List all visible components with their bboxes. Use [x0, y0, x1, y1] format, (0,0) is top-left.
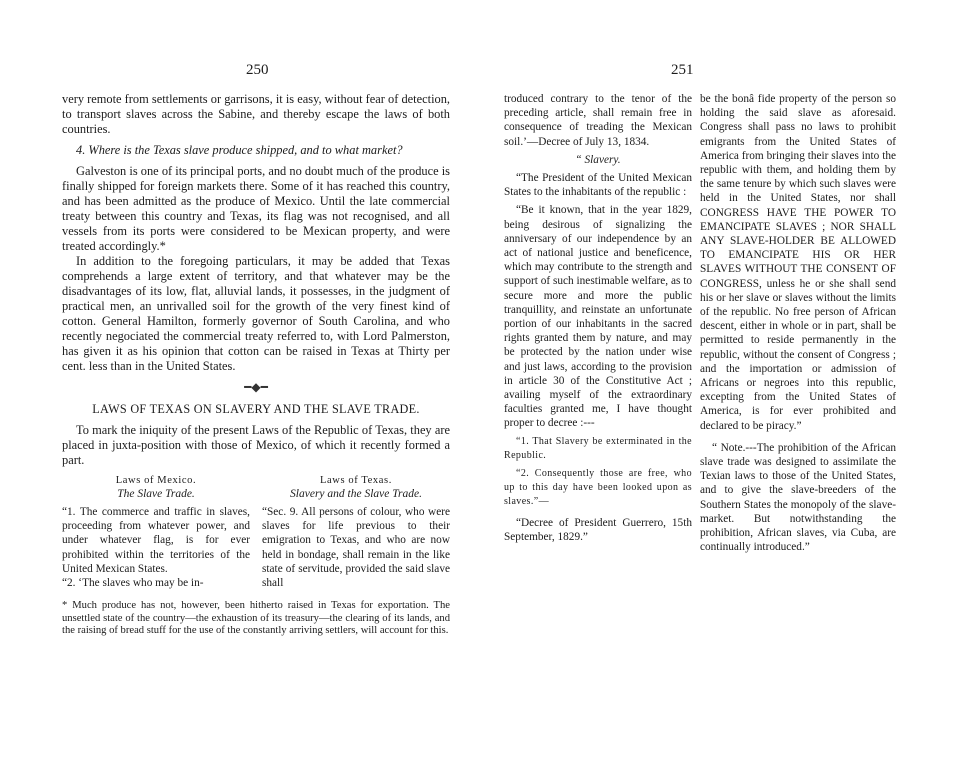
- texas-column-head: Laws of Texas.: [320, 475, 392, 486]
- mexico-decree-continued: troduced contrary to the tenor of the preceding article, shall remain free in consequence of treading the Mexican soil.’—Decree of July 13, 1834.: [504, 93, 692, 148]
- paragraph-iniquity: To mark the iniquity of the present Laws of the Republic of Texas, they are placed in juxta-position with those of Mexico, of which it recently formed a part.: [62, 423, 450, 467]
- texas-law-sec9: “Sec. 9. All persons of colour, who were slaves for life previous to their emigration to Texas, and who are now held in bondage, shall remain in the like state of servitude, provided the said slave shall: [262, 506, 450, 590]
- texas-law-continued: be the bonâ fide property of the person so holding the said slave as aforesaid. Congress shall pass no laws to prohibit emigrants from the United States of America from bringing their slaves into the republic with them, and holding them by the same tenure by which such slaves were held in the United States, nor shall CONGRESS HAVE THE POWER TO EMANCIPATE SLAVES ; NOR SHALL ANY SLAVE-HOLDER BE ALLOWED TO EMANCIPATE HIS OR HER SLAVES WITHOUT THE CONSENT OF CONGRESS, unless he or she shall send his or her slave or slaves without the limits of the republic. No free person of African descent, either in whole or in part, shall be permitted to reside permanently in the republic, without the consent of Congress ; and the importation or admission of Africans or negroes into this republic, excepting from the United States of America, is for ever prohibited and declared to be piracy.”: [700, 93, 896, 432]
- paragraph-1: very remote from settlements or garrisons, it is easy, without fear of detection, to transport slaves across the Sabine, and thereby escape the laws of both countries.: [62, 92, 450, 136]
- president-address: “The President of the United Mexican States to the inhabitants of the republic :: [504, 172, 692, 199]
- paragraph-galveston: Galveston is one of its principal ports, and no doubt much of the produce is finally shipped for foreign markets there. Some of it has reached this country, and has been admitted as the produce of Mexico. Until the late commercial treaty between this country and Texas, its flag was not recognised, and all vessels from its ports were considered to be Mexican property, and were treated accordingly.*: [62, 164, 450, 253]
- decree-article-2: “2. Consequently those are free, who up to this day have been looked upon as slaves.”—: [504, 468, 692, 508]
- laws-of-texas-column: [262, 474, 450, 590]
- section-heading: LAWS OF TEXAS ON SLAVERY AND THE SLAVE TRADE.: [92, 402, 420, 416]
- texas-column-subhead: Slavery and the Slave Trade.: [290, 488, 422, 500]
- decree-citation: “Decree of President Guerrero, 15th September, 1829.”: [504, 516, 692, 543]
- laws-comparison: [62, 474, 450, 590]
- page-number-left: 250: [246, 62, 269, 78]
- laws-of-mexico-column: [62, 474, 250, 590]
- mexico-law-1: “1. The commerce and traffic in slaves, proceeding from whatever power, and under whatever flag, is for ever prohibited within the territories of the United Mexican States.: [62, 506, 250, 575]
- mexico-law-2: “2. ‘The slaves who may be in-: [62, 577, 204, 590]
- slavery-heading: “ Slavery.: [575, 153, 621, 166]
- decree-article-1: “1. That Slavery be exterminated in the Republic.: [504, 435, 692, 461]
- footnote: * Much produce has not, however, been hitherto raised in Texas for exportation. The unsettled state of the country—the exhaustion of its treasury—the clearing of its lands, and the raising of bread stuff for the use of the constantly arriving settlers, will account for this.: [62, 600, 450, 637]
- note-paragraph: “ Note.---The prohibition of the African slave trade was designed to assimilate the Texian laws to those of the United States, and to give the slave-breeders of the Southern States the monopoly of the slave-market. But notwithstanding the prohibition, African slaves, via Cuba, are continually introduced.”: [700, 441, 896, 554]
- page-number-right: 251: [671, 62, 694, 78]
- mexico-column-subhead: The Slave Trade.: [117, 488, 195, 500]
- ornament-divider: ━◆━: [244, 380, 268, 394]
- mexico-column-head: Laws of Mexico.: [115, 475, 197, 486]
- right-page-texas-column: [700, 92, 896, 555]
- decree-text: “Be it known, that in the year 1829, being desirous of signalizing the anniversary of our independence by an act of national justice and beneficence, which may contribute to the strength and support of such inestimable welfare, as to secure more and more the public tranquillity, and reinstate an unfortunate portion of our inhabitants in the sacred rights granted them by nature, and may be protected by the nation under wise and just laws, according to the provision in article 30 of the Constitutive Act ; availing myself of the extraordinary faculties granted me, I have thought proper to decree :---: [504, 204, 692, 430]
- right-page-mexico-column: [504, 92, 692, 544]
- paragraph-texas-territory: In addition to the foregoing particulars, it may be added that Texas comprehends a large extent of territory, and that whatever may be the disadvantages of its low, flat, alluvial lands, it possesses, in the judgment of practical men, an unrivalled soil for the growth of the very finest kind of cotton. General Hamilton, formerly governor of South Carolina, and who recently negociated the commercial treaty referred to, with Lord Palmerston, has given it as his opinion that cotton can be raised in Texas at Thirty per cent. less than in the United States.: [62, 254, 450, 373]
- left-page: [62, 92, 450, 637]
- question-4: 4. Where is the Texas slave produce shipped, and to what market?: [76, 143, 403, 157]
